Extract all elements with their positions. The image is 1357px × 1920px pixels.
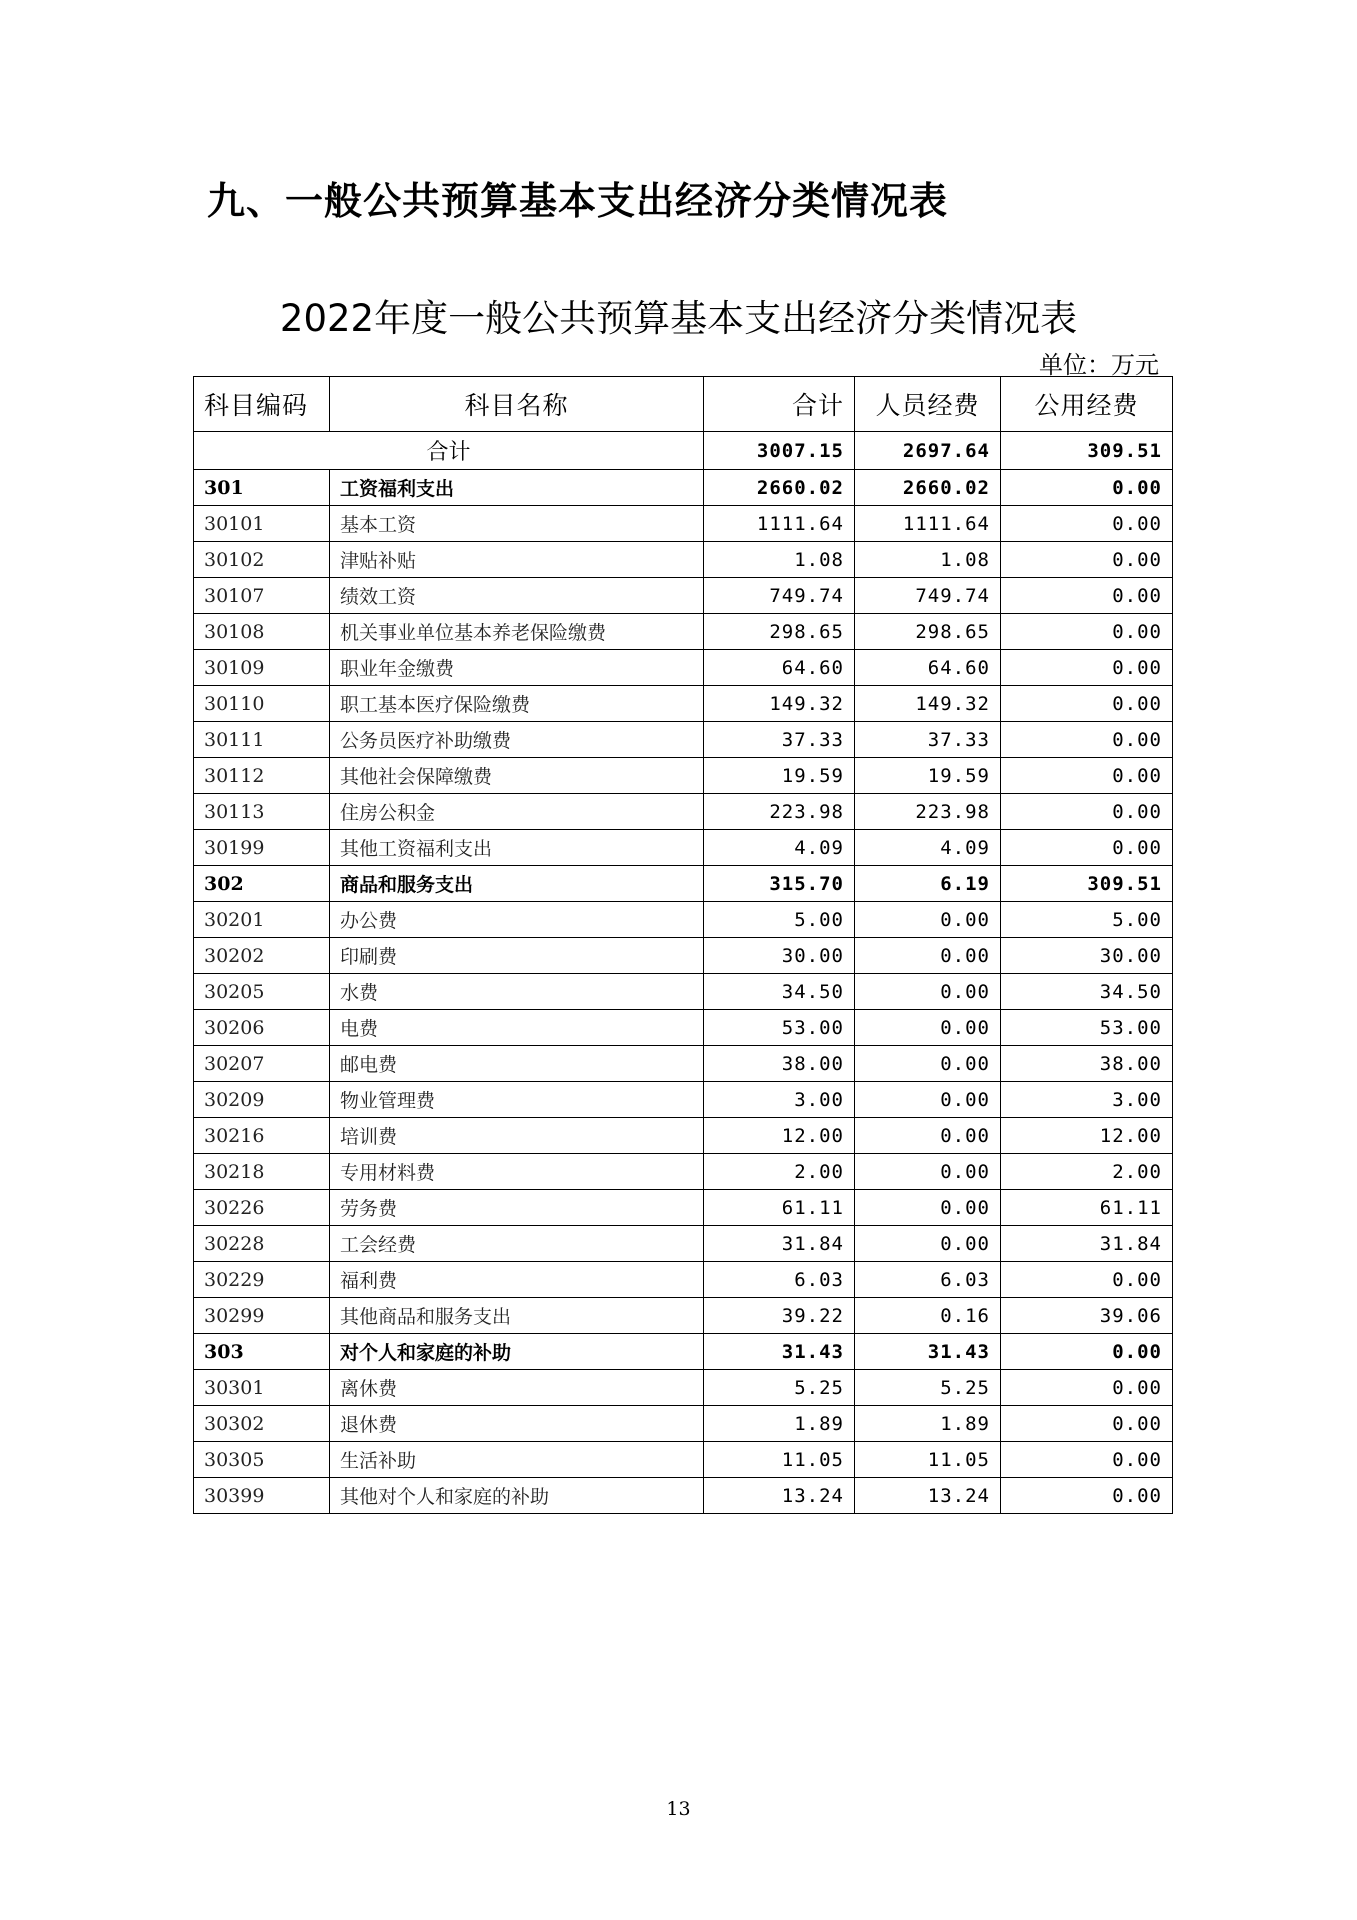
table-row [194, 1478, 1173, 1514]
category-row [194, 1334, 1173, 1370]
row-name: 福利费 [330, 1262, 704, 1298]
row-public: 0.00 [1001, 1262, 1173, 1298]
row-personnel: 31.43 [855, 1334, 1001, 1370]
budget-table [193, 376, 1173, 1514]
row-total: 37.33 [704, 722, 855, 758]
row-public: 0.00 [1001, 470, 1173, 506]
table-row [194, 938, 1173, 974]
row-code: 30110 [194, 686, 330, 722]
total-label: 合计 [194, 432, 704, 470]
row-personnel: 0.00 [855, 1190, 1001, 1226]
row-total: 11.05 [704, 1442, 855, 1478]
row-total: 39.22 [704, 1298, 855, 1334]
row-name: 劳务费 [330, 1190, 704, 1226]
row-personnel: 1111.64 [855, 506, 1001, 542]
row-code: 30299 [194, 1298, 330, 1334]
row-total: 38.00 [704, 1046, 855, 1082]
row-personnel: 0.00 [855, 1118, 1001, 1154]
row-public: 53.00 [1001, 1010, 1173, 1046]
header-name: 科目名称 [330, 377, 704, 432]
row-personnel: 1.08 [855, 542, 1001, 578]
total-sum: 3007.15 [704, 432, 855, 470]
table-row [194, 686, 1173, 722]
row-code: 30108 [194, 614, 330, 650]
row-name: 住房公积金 [330, 794, 704, 830]
row-personnel: 149.32 [855, 686, 1001, 722]
row-name: 绩效工资 [330, 578, 704, 614]
row-total: 2660.02 [704, 470, 855, 506]
row-personnel: 64.60 [855, 650, 1001, 686]
row-code: 30228 [194, 1226, 330, 1262]
row-name: 对个人和家庭的补助 [330, 1334, 704, 1370]
row-code: 30102 [194, 542, 330, 578]
row-total: 4.09 [704, 830, 855, 866]
category-row [194, 866, 1173, 902]
row-code: 30111 [194, 722, 330, 758]
row-personnel: 298.65 [855, 614, 1001, 650]
table-row [194, 614, 1173, 650]
row-code: 30301 [194, 1370, 330, 1406]
row-total: 1.89 [704, 1406, 855, 1442]
table-title: 2022年度一般公共预算基本支出经济分类情况表 [279, 297, 1078, 340]
table-row [194, 1118, 1173, 1154]
header-code: 科目编码 [194, 377, 330, 432]
row-name: 商品和服务支出 [330, 866, 704, 902]
row-total: 5.00 [704, 902, 855, 938]
row-name: 机关事业单位基本养老保险缴费 [330, 614, 704, 650]
table-row [194, 1442, 1173, 1478]
row-personnel: 4.09 [855, 830, 1001, 866]
row-public: 0.00 [1001, 1442, 1173, 1478]
row-total: 749.74 [704, 578, 855, 614]
table-row [194, 794, 1173, 830]
row-total: 6.03 [704, 1262, 855, 1298]
row-total: 3.00 [704, 1082, 855, 1118]
row-total: 298.65 [704, 614, 855, 650]
row-code: 301 [194, 470, 330, 506]
row-name: 电费 [330, 1010, 704, 1046]
row-public: 0.00 [1001, 506, 1173, 542]
row-code: 30199 [194, 830, 330, 866]
row-public: 5.00 [1001, 902, 1173, 938]
row-public: 2.00 [1001, 1154, 1173, 1190]
row-name: 培训费 [330, 1118, 704, 1154]
page-number: 13 [666, 1798, 691, 1820]
row-public: 12.00 [1001, 1118, 1173, 1154]
unit-label: 单位：万元 [1039, 351, 1159, 379]
row-name: 邮电费 [330, 1046, 704, 1082]
row-name: 津贴补贴 [330, 542, 704, 578]
row-total: 53.00 [704, 1010, 855, 1046]
row-total: 31.43 [704, 1334, 855, 1370]
section-heading: 九、一般公共预算基本支出经济分类情况表 [207, 179, 949, 223]
table-row [194, 1406, 1173, 1442]
row-code: 303 [194, 1334, 330, 1370]
row-public: 39.06 [1001, 1298, 1173, 1334]
row-name: 工资福利支出 [330, 470, 704, 506]
row-personnel: 0.16 [855, 1298, 1001, 1334]
row-public: 0.00 [1001, 722, 1173, 758]
row-public: 0.00 [1001, 830, 1173, 866]
row-public: 0.00 [1001, 1406, 1173, 1442]
row-total: 2.00 [704, 1154, 855, 1190]
row-code: 30229 [194, 1262, 330, 1298]
table-row [194, 758, 1173, 794]
row-name: 工会经费 [330, 1226, 704, 1262]
row-name: 物业管理费 [330, 1082, 704, 1118]
row-name: 水费 [330, 974, 704, 1010]
row-name: 公务员医疗补助缴费 [330, 722, 704, 758]
row-public: 0.00 [1001, 758, 1173, 794]
row-total: 1.08 [704, 542, 855, 578]
row-total: 30.00 [704, 938, 855, 974]
table-row [194, 1082, 1173, 1118]
table-row [194, 542, 1173, 578]
table-row [194, 1226, 1173, 1262]
row-total: 61.11 [704, 1190, 855, 1226]
table-row [194, 1298, 1173, 1334]
row-public: 61.11 [1001, 1190, 1173, 1226]
table-row [194, 830, 1173, 866]
row-personnel: 223.98 [855, 794, 1001, 830]
row-total: 64.60 [704, 650, 855, 686]
row-personnel: 2660.02 [855, 470, 1001, 506]
table-row [194, 902, 1173, 938]
row-name: 其他对个人和家庭的补助 [330, 1478, 704, 1514]
row-total: 31.84 [704, 1226, 855, 1262]
row-personnel: 1.89 [855, 1406, 1001, 1442]
row-name: 职工基本医疗保险缴费 [330, 686, 704, 722]
table-row [194, 506, 1173, 542]
row-code: 30209 [194, 1082, 330, 1118]
header-total: 合计 [704, 377, 855, 432]
row-code: 30399 [194, 1478, 330, 1514]
row-code: 30112 [194, 758, 330, 794]
row-name: 专用材料费 [330, 1154, 704, 1190]
row-name: 印刷费 [330, 938, 704, 974]
table-row [194, 1154, 1173, 1190]
table-row [194, 1262, 1173, 1298]
row-public: 0.00 [1001, 1478, 1173, 1514]
row-personnel: 749.74 [855, 578, 1001, 614]
row-public: 34.50 [1001, 974, 1173, 1010]
row-code: 30218 [194, 1154, 330, 1190]
table-row [194, 578, 1173, 614]
row-code: 30109 [194, 650, 330, 686]
row-code: 30107 [194, 578, 330, 614]
row-code: 30101 [194, 506, 330, 542]
row-public: 0.00 [1001, 794, 1173, 830]
row-name: 其他商品和服务支出 [330, 1298, 704, 1334]
table-row [194, 974, 1173, 1010]
row-personnel: 0.00 [855, 1082, 1001, 1118]
row-code: 30113 [194, 794, 330, 830]
row-code: 30216 [194, 1118, 330, 1154]
row-code: 30206 [194, 1010, 330, 1046]
row-personnel: 0.00 [855, 1154, 1001, 1190]
header-public: 公用经费 [1001, 377, 1173, 432]
row-code: 30302 [194, 1406, 330, 1442]
category-row [194, 470, 1173, 506]
row-code: 30205 [194, 974, 330, 1010]
row-name: 生活补助 [330, 1442, 704, 1478]
table-row [194, 722, 1173, 758]
row-public: 3.00 [1001, 1082, 1173, 1118]
row-name: 其他工资福利支出 [330, 830, 704, 866]
row-total: 34.50 [704, 974, 855, 1010]
table-row [194, 1190, 1173, 1226]
row-personnel: 0.00 [855, 1226, 1001, 1262]
row-personnel: 6.03 [855, 1262, 1001, 1298]
row-personnel: 0.00 [855, 938, 1001, 974]
row-name: 职业年金缴费 [330, 650, 704, 686]
row-code: 30202 [194, 938, 330, 974]
row-personnel: 0.00 [855, 1010, 1001, 1046]
row-total: 12.00 [704, 1118, 855, 1154]
total-personnel: 2697.64 [855, 432, 1001, 470]
row-public: 0.00 [1001, 614, 1173, 650]
row-total: 19.59 [704, 758, 855, 794]
row-public: 30.00 [1001, 938, 1173, 974]
row-public: 0.00 [1001, 1370, 1173, 1406]
row-public: 0.00 [1001, 686, 1173, 722]
row-personnel: 5.25 [855, 1370, 1001, 1406]
row-public: 0.00 [1001, 578, 1173, 614]
row-code: 30207 [194, 1046, 330, 1082]
row-total: 223.98 [704, 794, 855, 830]
table-row [194, 1370, 1173, 1406]
row-name: 办公费 [330, 902, 704, 938]
header-row [194, 377, 1173, 432]
row-code: 30201 [194, 902, 330, 938]
row-personnel: 11.05 [855, 1442, 1001, 1478]
row-total: 1111.64 [704, 506, 855, 542]
row-name: 基本工资 [330, 506, 704, 542]
table-row [194, 1046, 1173, 1082]
row-personnel: 19.59 [855, 758, 1001, 794]
header-personnel: 人员经费 [855, 377, 1001, 432]
row-total: 149.32 [704, 686, 855, 722]
row-total: 13.24 [704, 1478, 855, 1514]
total-row [194, 432, 1173, 470]
table-row [194, 650, 1173, 686]
row-public: 0.00 [1001, 650, 1173, 686]
row-name: 离休费 [330, 1370, 704, 1406]
total-public: 309.51 [1001, 432, 1173, 470]
row-personnel: 37.33 [855, 722, 1001, 758]
row-name: 其他社会保障缴费 [330, 758, 704, 794]
row-name: 退休费 [330, 1406, 704, 1442]
row-total: 315.70 [704, 866, 855, 902]
row-personnel: 0.00 [855, 974, 1001, 1010]
row-public: 0.00 [1001, 1334, 1173, 1370]
row-public: 38.00 [1001, 1046, 1173, 1082]
row-code: 30305 [194, 1442, 330, 1478]
row-personnel: 6.19 [855, 866, 1001, 902]
row-code: 30226 [194, 1190, 330, 1226]
row-personnel: 0.00 [855, 902, 1001, 938]
row-public: 0.00 [1001, 542, 1173, 578]
row-public: 309.51 [1001, 866, 1173, 902]
row-code: 302 [194, 866, 330, 902]
table-row [194, 1010, 1173, 1046]
row-personnel: 0.00 [855, 1046, 1001, 1082]
row-total: 5.25 [704, 1370, 855, 1406]
row-public: 31.84 [1001, 1226, 1173, 1262]
row-personnel: 13.24 [855, 1478, 1001, 1514]
